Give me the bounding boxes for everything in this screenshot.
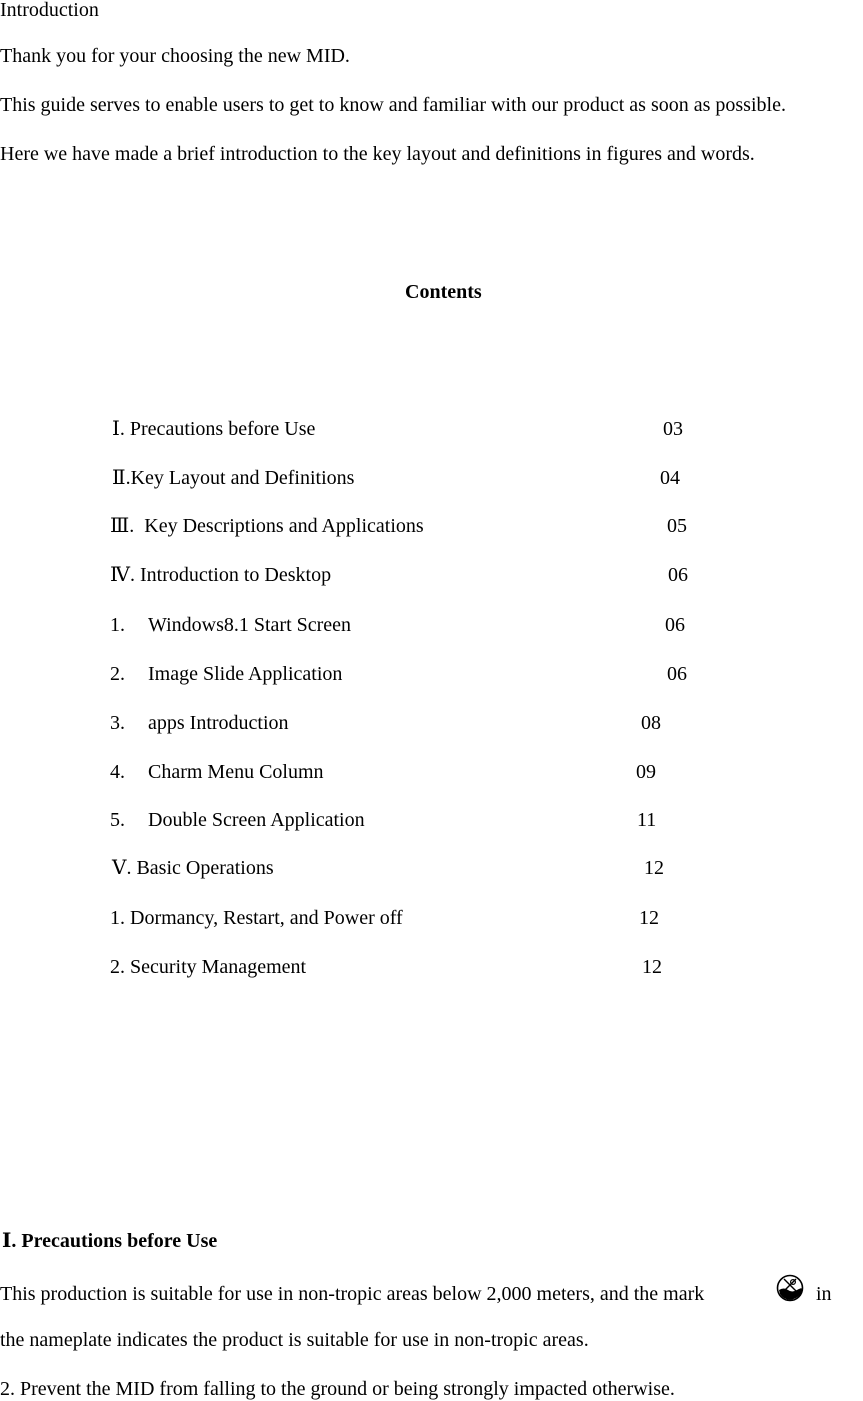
toc-entry-label: Ⅱ.Key Layout and Definitions — [112, 467, 355, 489]
toc-entry-page: 06 — [665, 614, 685, 636]
toc-entry-number: 2. — [110, 663, 125, 685]
toc-entry-label: Windows8.1 Start Screen — [148, 614, 352, 636]
toc-entry-page: 06 — [668, 564, 688, 586]
toc-entry-number: 4. — [110, 761, 125, 783]
toc-entry-page: 12 — [644, 857, 664, 879]
toc-entry-label: Double Screen Application — [148, 809, 365, 831]
toc-entry-page: 12 — [642, 956, 662, 978]
toc-entry-basic-operations[interactable] — [0, 858, 863, 882]
toc-entry-label: Ⅰ. Precautions before Use — [112, 418, 316, 440]
intro-heading: Introduction — [0, 0, 99, 21]
toc-entry-image-slide[interactable] — [0, 664, 863, 688]
precautions-line-3: 2. Prevent the MID from falling to the ground or being strongly impacted otherwise. — [0, 1378, 675, 1400]
intro-line-3: Here we have made a brief introduction to the key layout and definitions in figures and words. — [0, 143, 755, 165]
intro-line-1: Thank you for your choosing the new MID. — [0, 45, 350, 67]
toc-entry-page: 12 — [639, 907, 659, 929]
precautions-line-2: the nameplate indicates the product is suitable for use in non-tropic areas. — [0, 1329, 589, 1351]
toc-entry-dormancy[interactable] — [0, 908, 863, 932]
toc-entry-label: Ⅳ. Introduction to Desktop — [110, 564, 332, 586]
toc-entry-number: 1. — [110, 614, 125, 636]
precautions-line-1: This production is suitable for use in non-tropic areas below 2,000 meters, and the mark — [0, 1283, 705, 1305]
toc-entry-page: 06 — [667, 663, 687, 685]
toc-entry-page: 03 — [663, 418, 683, 440]
toc-entry-number: 5. — [110, 809, 125, 831]
toc-entry-label: apps Introduction — [148, 712, 289, 734]
toc-entry-page: 05 — [667, 515, 687, 537]
toc-entry-page: 04 — [660, 467, 680, 489]
toc-entry-security[interactable] — [0, 957, 863, 981]
toc-entry-label: Ⅴ. Basic Operations — [112, 857, 274, 879]
toc-entry-label: 1. Dormancy, Restart, and Power off — [110, 907, 403, 929]
contents-title: Contents — [405, 281, 482, 303]
toc-entry-charm-menu[interactable] — [0, 762, 863, 786]
toc-entry-precautions[interactable] — [0, 419, 863, 443]
toc-entry-double-screen[interactable] — [0, 810, 863, 834]
precautions-heading: Ⅰ. Precautions before Use — [2, 1230, 218, 1252]
toc-entry-page: 09 — [636, 761, 656, 783]
toc-entry-key-layout[interactable] — [0, 468, 863, 492]
toc-entry-page: 08 — [641, 712, 661, 734]
toc-entry-start-screen[interactable] — [0, 615, 863, 639]
toc-entry-label: Image Slide Application — [148, 663, 343, 685]
toc-entry-label: 2. Security Management — [110, 956, 307, 978]
toc-entry-label: Charm Menu Column — [148, 761, 324, 783]
toc-entry-apps[interactable] — [0, 713, 863, 737]
toc-entry-number: 3. — [110, 712, 125, 734]
toc-entry-label: Ⅲ. Key Descriptions and Applications — [110, 515, 424, 537]
non-tropic-mark-icon — [776, 1274, 804, 1302]
toc-entry-page: 11 — [637, 809, 657, 831]
intro-line-2: This guide serves to enable users to get to know and familiar with our product as soon as possible. — [0, 94, 786, 116]
toc-entry-desktop[interactable] — [0, 565, 863, 589]
precautions-line-1-end: in — [816, 1283, 832, 1305]
toc-entry-key-descriptions[interactable] — [0, 516, 863, 540]
